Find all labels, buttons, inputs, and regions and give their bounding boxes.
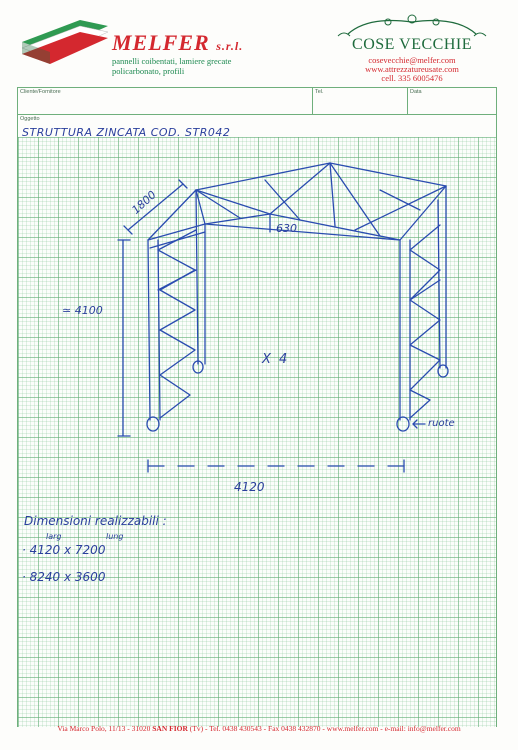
date-label: Data	[410, 89, 422, 95]
option-2-text: 8240 x 3600	[29, 570, 106, 584]
footer	[0, 724, 518, 733]
tagline-line-2: policarbonato, profili	[112, 66, 185, 76]
dim-inner: 630	[276, 222, 297, 235]
dim-height: ≃ 4100	[62, 304, 103, 317]
col-lung: lung	[106, 532, 124, 541]
footer-contacts: (Tv) - Tel. 0438 430543 - Fax 0438 432870 - www.melfer.com - e-mail: info@melfer.com	[187, 724, 461, 733]
wheels-label: ruote	[428, 418, 455, 429]
subject-label: Oggetto	[20, 116, 40, 122]
footer-address: Via Marco Polo, 11/13 - 31020	[57, 724, 153, 733]
right-title: COSE VECCHIE	[352, 36, 472, 53]
option-2: · 8240 x 3600	[22, 570, 106, 584]
tagline-line-1: pannelli coibentati, lamiere grecate	[112, 56, 232, 66]
right-website[interactable]: www.attrezzatureusate.com	[365, 64, 459, 74]
dim-depth: 1800	[129, 188, 159, 217]
right-cell: cell. 335 6005476	[381, 73, 443, 83]
brand-text: MELFER	[112, 30, 210, 55]
multiplier-label: X 4	[262, 352, 290, 367]
dim-width: 4120	[234, 480, 265, 494]
col-larg: larg	[46, 532, 62, 541]
client-label: Cliente/Fornitore	[20, 89, 61, 95]
tel-label: Tel.	[315, 89, 324, 95]
footer-town: SAN FIOR	[152, 724, 188, 733]
dims-heading: Dimensioni realizzabili :	[24, 514, 167, 528]
brand-suffix: s.r.l.	[216, 39, 244, 53]
right-email[interactable]: cosevecchie@melfer.com	[368, 55, 456, 65]
option-1: · 4120 x 7200	[22, 543, 106, 557]
option-1-text: 4120 x 7200	[29, 543, 106, 557]
sketch-title: STRUTTURA ZINCATA COD. STR042	[22, 126, 231, 139]
